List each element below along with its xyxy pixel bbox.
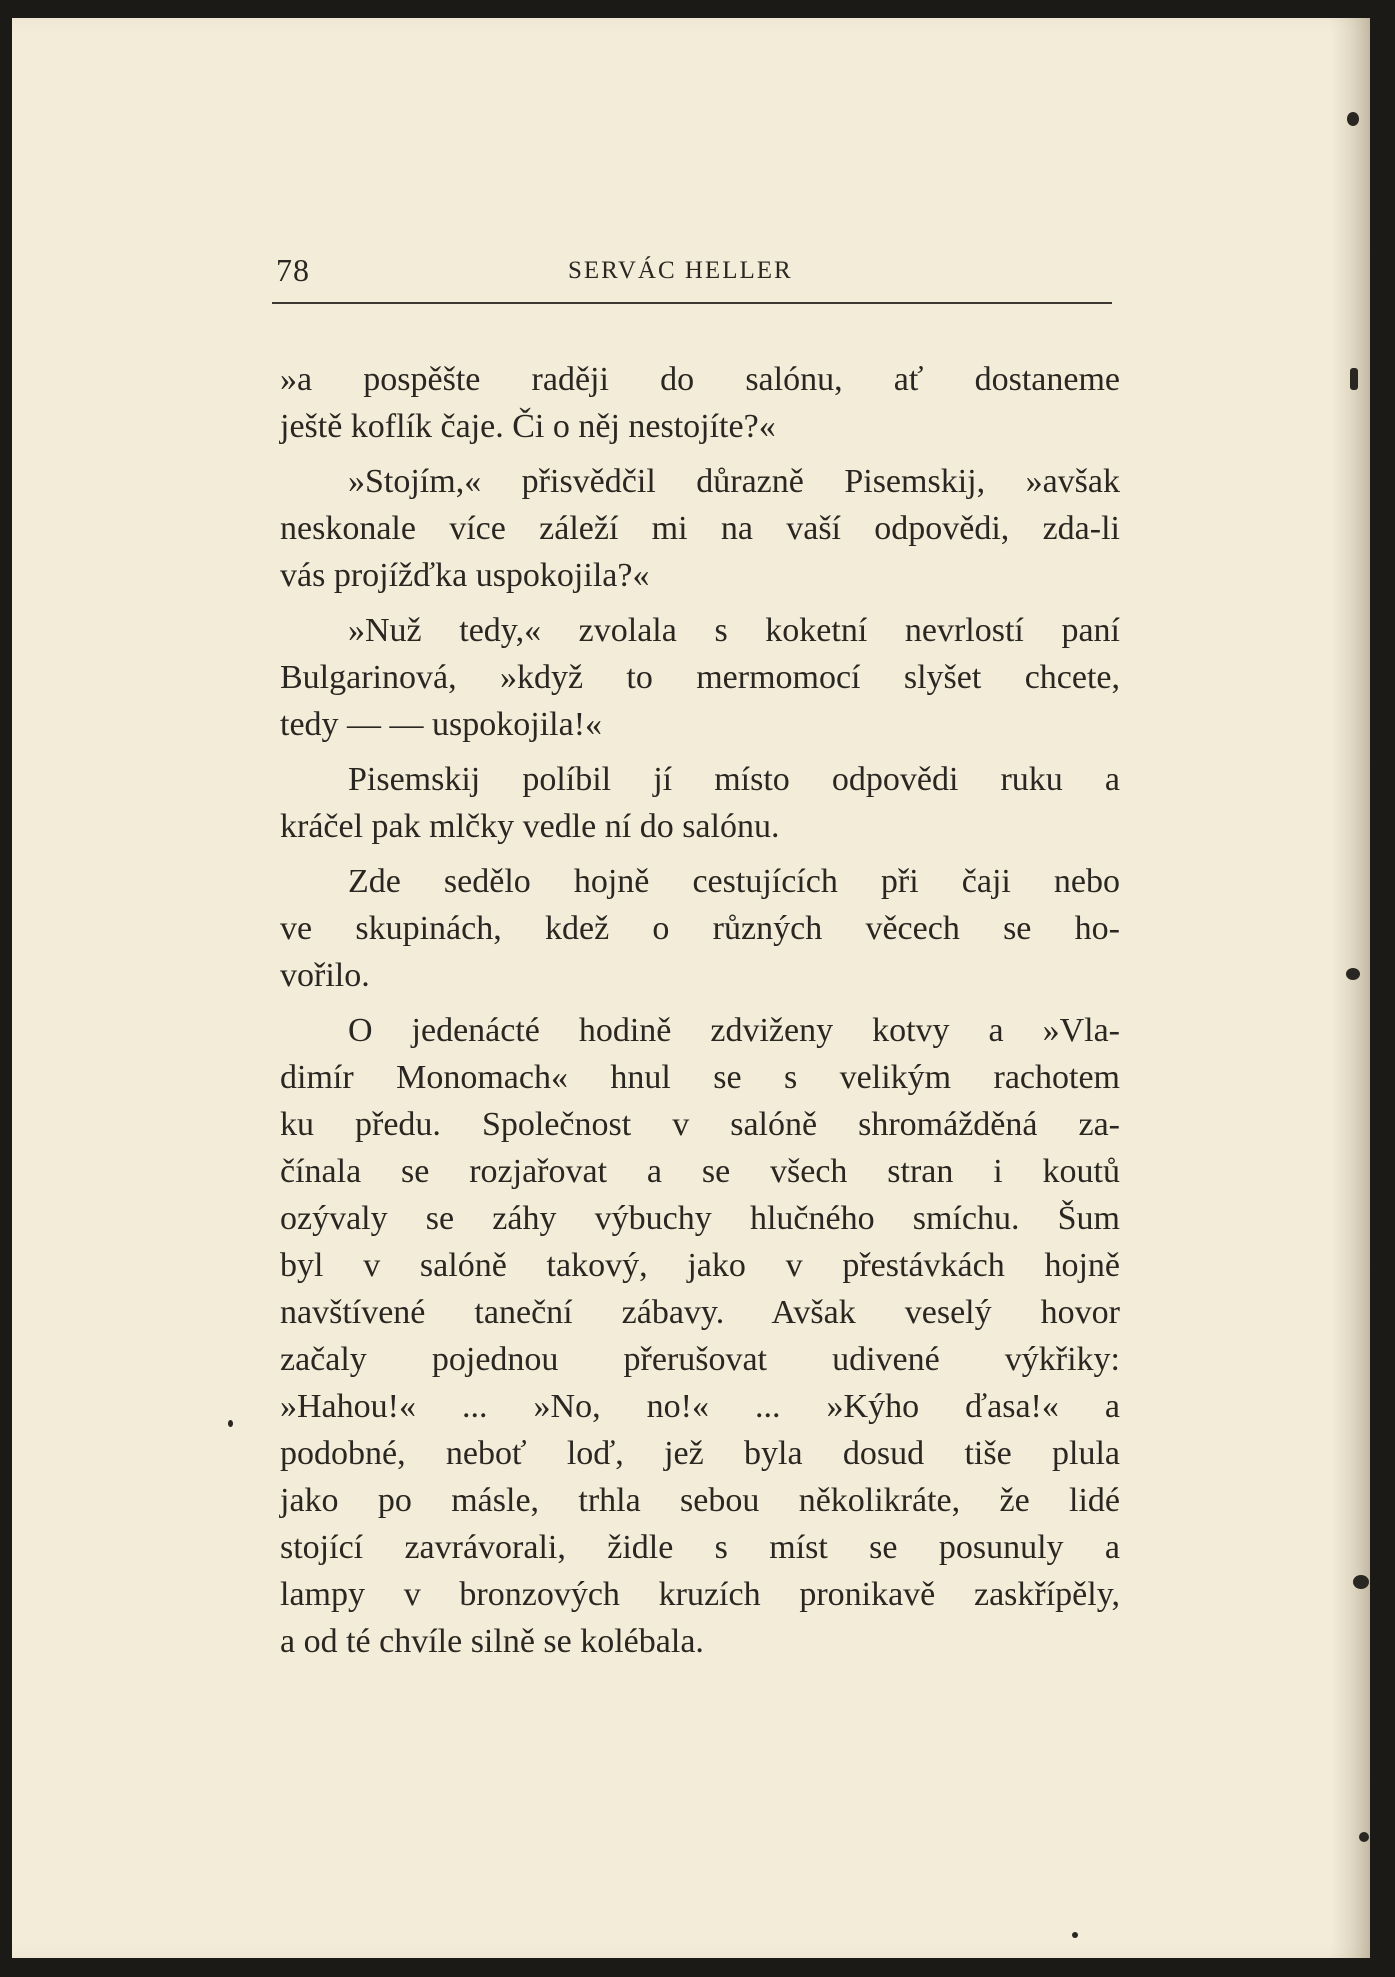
text-line: »Hahou!« ... »No, no!« ... »Kýho ďasa!« a (280, 1388, 1120, 1425)
page-number: 78 (276, 252, 310, 288)
ink-speck (1350, 368, 1358, 390)
paragraph (280, 356, 1120, 450)
paragraph (280, 458, 1120, 599)
text-line: byl v salóně takový, jako v přestávkách hojně (280, 1247, 1120, 1284)
text-line: čínala se rozjařovat a se všech stran i koutů (280, 1153, 1120, 1190)
text-line: začaly pojednou přerušovat udivené výkřiky: (280, 1341, 1120, 1378)
text-line: tedy — — uspokojila!« (280, 706, 603, 743)
ink-speck (1346, 968, 1360, 980)
text-line: a od té chvíle silně se kolébala. (280, 1623, 704, 1660)
paragraph (280, 1007, 1120, 1665)
header-rule (272, 302, 1112, 304)
body-text (280, 356, 1120, 1673)
text-line: »a pospěšte raději do salónu, ať dostaneme (280, 361, 1120, 398)
running-title: SERVÁC HELLER (568, 257, 793, 284)
text-line: Zde sedělo hojně cestujících při čaji nebo (348, 863, 1120, 900)
paragraph (280, 756, 1120, 850)
ink-speck (1072, 1932, 1078, 1938)
text-line: O jedenácté hodině zdviženy kotvy a »Vla- (348, 1012, 1120, 1049)
text-line: »Stojím,« přisvědčil důrazně Pisemskij, »avšak (348, 463, 1120, 500)
text-line: Pisemskij políbil jí místo odpovědi ruku a (348, 761, 1120, 798)
paragraph (280, 607, 1120, 748)
text-line: ozývaly se záhy výbuchy hlučného smíchu. Šum (280, 1200, 1120, 1237)
text-line: ještě koflík čaje. Či o něj nestojíte?« (280, 408, 776, 445)
text-line: ku předu. Společnost v salóně shromážděná za- (280, 1106, 1120, 1143)
text-line: vás projížďka uspokojila?« (280, 557, 650, 594)
text-line: kráčel pak mlčky vedle ní do salónu. (280, 808, 780, 845)
ink-speck (1347, 112, 1359, 126)
page-header (268, 252, 1120, 292)
text-line: ve skupinách, kdež o různých věcech se ho- (280, 910, 1120, 947)
text-line: stojící zavrávorali, židle s míst se posunuly a (280, 1529, 1120, 1566)
text-line: vořilo. (280, 957, 370, 994)
text-line: navštívené taneční zábavy. Avšak veselý hovor (280, 1294, 1120, 1331)
text-line: jako po másle, trhla sebou několikráte, že lidé (280, 1482, 1120, 1519)
paragraph (280, 858, 1120, 999)
text-line: Bulgarinová, »když to mermomocí slyšet chcete, (280, 659, 1120, 696)
ink-speck (228, 1420, 233, 1427)
text-line: »Nuž tedy,« zvolala s koketní nevrlostí paní (348, 612, 1120, 649)
text-line: neskonale více záleží mi na vaší odpovědi, zda-li (280, 510, 1120, 547)
text-line: lampy v bronzových kruzích pronikavě zaskřípěly, (280, 1576, 1120, 1613)
text-line: podobné, neboť loď, jež byla dosud tiše plula (280, 1435, 1120, 1472)
ink-speck (1353, 1575, 1369, 1589)
page-gutter-shadow (1330, 18, 1370, 1958)
ink-speck (1359, 1832, 1369, 1842)
text-line: dimír Monomach« hnul se s velikým rachotem (280, 1059, 1120, 1096)
